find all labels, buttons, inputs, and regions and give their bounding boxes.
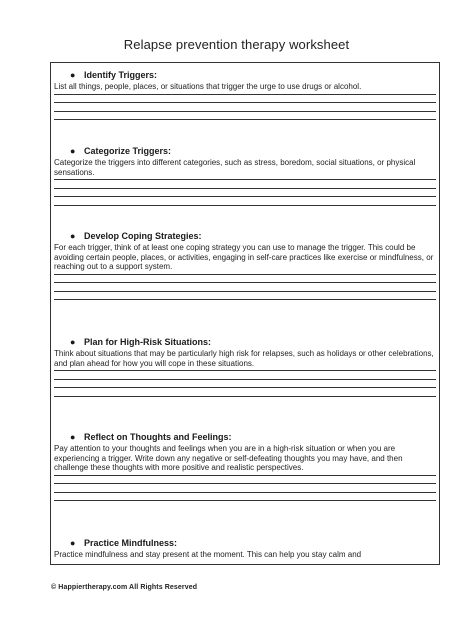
- answer-line[interactable]: [54, 94, 436, 95]
- section-instructions: Practice mindfulness and stay present at the moment. This can help you stay calm and: [54, 550, 362, 559]
- bullet-icon: ●: [70, 337, 76, 347]
- section-categorize-triggers: [54, 146, 436, 213]
- section-develop-coping-strategies: [54, 231, 436, 308]
- answer-line[interactable]: [54, 370, 436, 371]
- section-heading: [54, 432, 436, 443]
- heading-text: Plan for High-Risk Situations:: [84, 337, 212, 347]
- answer-line[interactable]: [54, 492, 436, 493]
- section-heading: [54, 337, 436, 348]
- answer-line[interactable]: [54, 188, 436, 189]
- answer-lines: [54, 94, 436, 121]
- section-heading: [54, 538, 436, 549]
- answer-line[interactable]: [54, 205, 436, 206]
- section-instructions: List all things, people, places, or situations that trigger the urge to use drugs or alcohol.: [54, 82, 362, 91]
- answer-line[interactable]: [54, 500, 436, 501]
- bullet-icon: ●: [70, 538, 76, 548]
- section-identify-triggers: [54, 70, 436, 128]
- section-reflect-thoughts-feelings: [54, 432, 436, 509]
- answer-line[interactable]: [54, 274, 436, 275]
- section-heading: [54, 70, 436, 81]
- answer-line[interactable]: [54, 179, 436, 180]
- answer-line[interactable]: [54, 387, 436, 388]
- heading-text: Identify Triggers:: [84, 70, 158, 80]
- answer-line[interactable]: [54, 102, 436, 103]
- answer-line[interactable]: [54, 299, 436, 300]
- bullet-icon: ●: [70, 432, 76, 442]
- answer-lines: [54, 370, 436, 397]
- bullet-icon: ●: [70, 146, 76, 156]
- section-instructions: Think about situations that may be particularly high risk for relapses, such as holidays or other celebrations, and plan ahead for how you will cope in these situations.: [54, 349, 434, 368]
- page-title: Relapse prevention therapy worksheet: [123, 37, 350, 52]
- section-instructions: Pay attention to your thoughts and feelings when you are in a high-risk situation or when you are experiencing a trigger. Write down any negative or self-defeating thoughts you may have, and then challenge these thoughts with more positive and realistic perspectives.: [54, 444, 403, 472]
- answer-lines: [54, 274, 436, 301]
- section-instructions: For each trigger, think of at least one coping strategy you can use to manage the trigger. This could be avoiding certain people, places, or activities, engaging in self-care practices like exercise or mindfulness, or reaching out to a support system.: [54, 243, 434, 271]
- answer-line[interactable]: [54, 475, 436, 476]
- answer-line[interactable]: [54, 483, 436, 484]
- heading-text: Develop Coping Strategies:: [84, 231, 202, 241]
- copyright-footer: © Happiertherapy.com All Rights Reserved: [51, 584, 198, 591]
- bullet-icon: ●: [70, 70, 76, 80]
- section-heading: [54, 231, 436, 242]
- answer-line[interactable]: [54, 291, 436, 292]
- answer-line[interactable]: [54, 111, 436, 112]
- worksheet-frame: [50, 62, 440, 565]
- section-instructions: Categorize the triggers into different categories, such as stress, boredom, social situations, or physical sensations.: [54, 158, 416, 177]
- section-plan-high-risk-situations: [54, 337, 436, 404]
- section-heading: [54, 146, 436, 157]
- answer-lines: [54, 475, 436, 502]
- answer-line[interactable]: [54, 119, 436, 120]
- answer-line[interactable]: [54, 396, 436, 397]
- section-practice-mindfulness: [54, 538, 436, 560]
- bullet-icon: ●: [70, 231, 76, 241]
- answer-line[interactable]: [54, 196, 436, 197]
- answer-line[interactable]: [54, 282, 436, 283]
- heading-text: Reflect on Thoughts and Feelings:: [84, 432, 232, 442]
- answer-line[interactable]: [54, 379, 436, 380]
- heading-text: Practice Mindfulness:: [84, 538, 178, 548]
- answer-lines: [54, 179, 436, 206]
- heading-text: Categorize Triggers:: [84, 146, 172, 156]
